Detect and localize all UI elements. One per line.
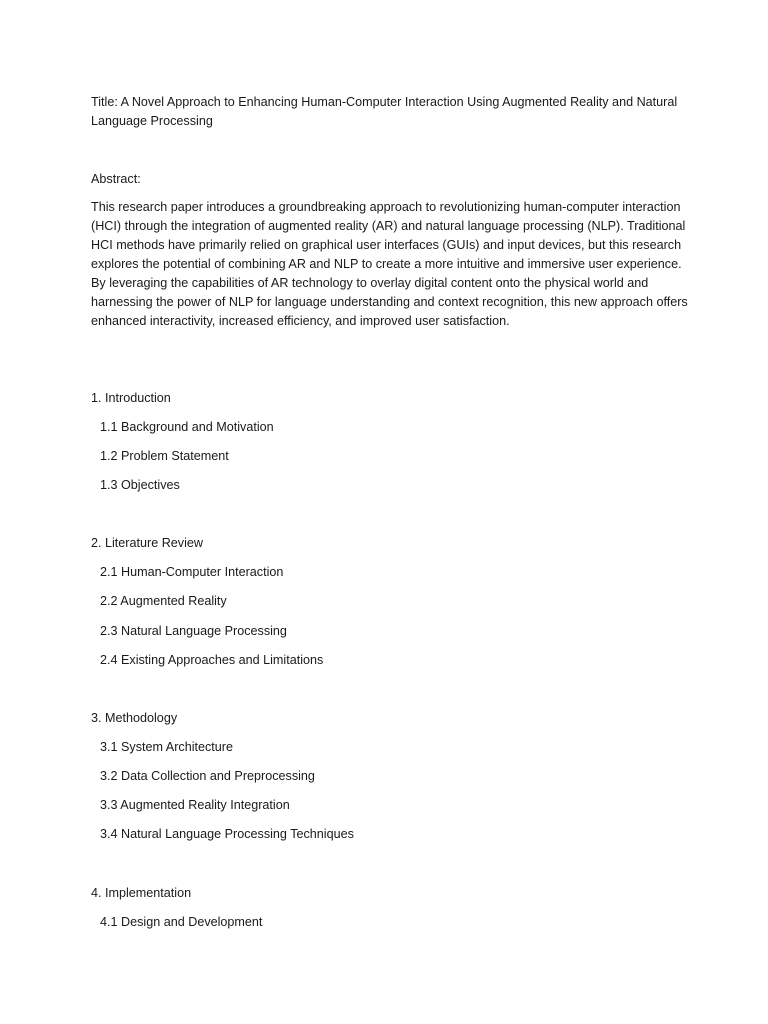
document-title: Title: A Novel Approach to Enhancing Human-Computer Interaction Using Augmented Reality and Natural Language Processing	[91, 95, 678, 128]
toc-subsection: 4.1 Design and Development	[100, 915, 263, 929]
toc-section-heading: 1. Introduction	[91, 391, 171, 405]
toc-subsection: 3.2 Data Collection and Preprocessing	[100, 769, 315, 783]
abstract-label: Abstract:	[91, 172, 141, 186]
toc-section-heading: 3. Methodology	[91, 711, 178, 725]
abstract-text: This research paper introduces a groundbreaking approach to revolutionizing human-computer interaction (HCI) through the integration of augmented reality (AR) and natural language processing (NLP). Traditional HCI methods have primarily relied on graphical user interfaces (GUIs) and input devices, but this research explores the potential of combining AR and NLP to create a more intuitive and immersive user experience. By leveraging the capabilities of AR technology to overlay digital content onto the physical world and harnessing the power of NLP for language understanding and context recognition, this new approach offers enhanced interactivity, increased efficiency, and improved user satisfaction.	[91, 200, 688, 328]
toc-subsection: 3.3 Augmented Reality Integration	[100, 798, 290, 812]
toc-subsection: 3.4 Natural Language Processing Techniques	[100, 827, 354, 841]
toc-subsection: 2.2 Augmented Reality	[100, 594, 227, 608]
toc-subsection: 2.1 Human-Computer Interaction	[100, 565, 284, 579]
toc-subsection: 2.4 Existing Approaches and Limitations	[100, 653, 324, 667]
toc-section-heading: 2. Literature Review	[91, 536, 203, 550]
toc-subsection: 1.2 Problem Statement	[100, 449, 229, 463]
toc-subsection: 2.3 Natural Language Processing	[100, 624, 287, 638]
toc-subsection: 1.3 Objectives	[100, 478, 180, 492]
toc-section-heading: 4. Implementation	[91, 886, 192, 900]
toc-subsection: 1.1 Background and Motivation	[100, 420, 274, 434]
toc-subsection: 3.1 System Architecture	[100, 740, 233, 754]
